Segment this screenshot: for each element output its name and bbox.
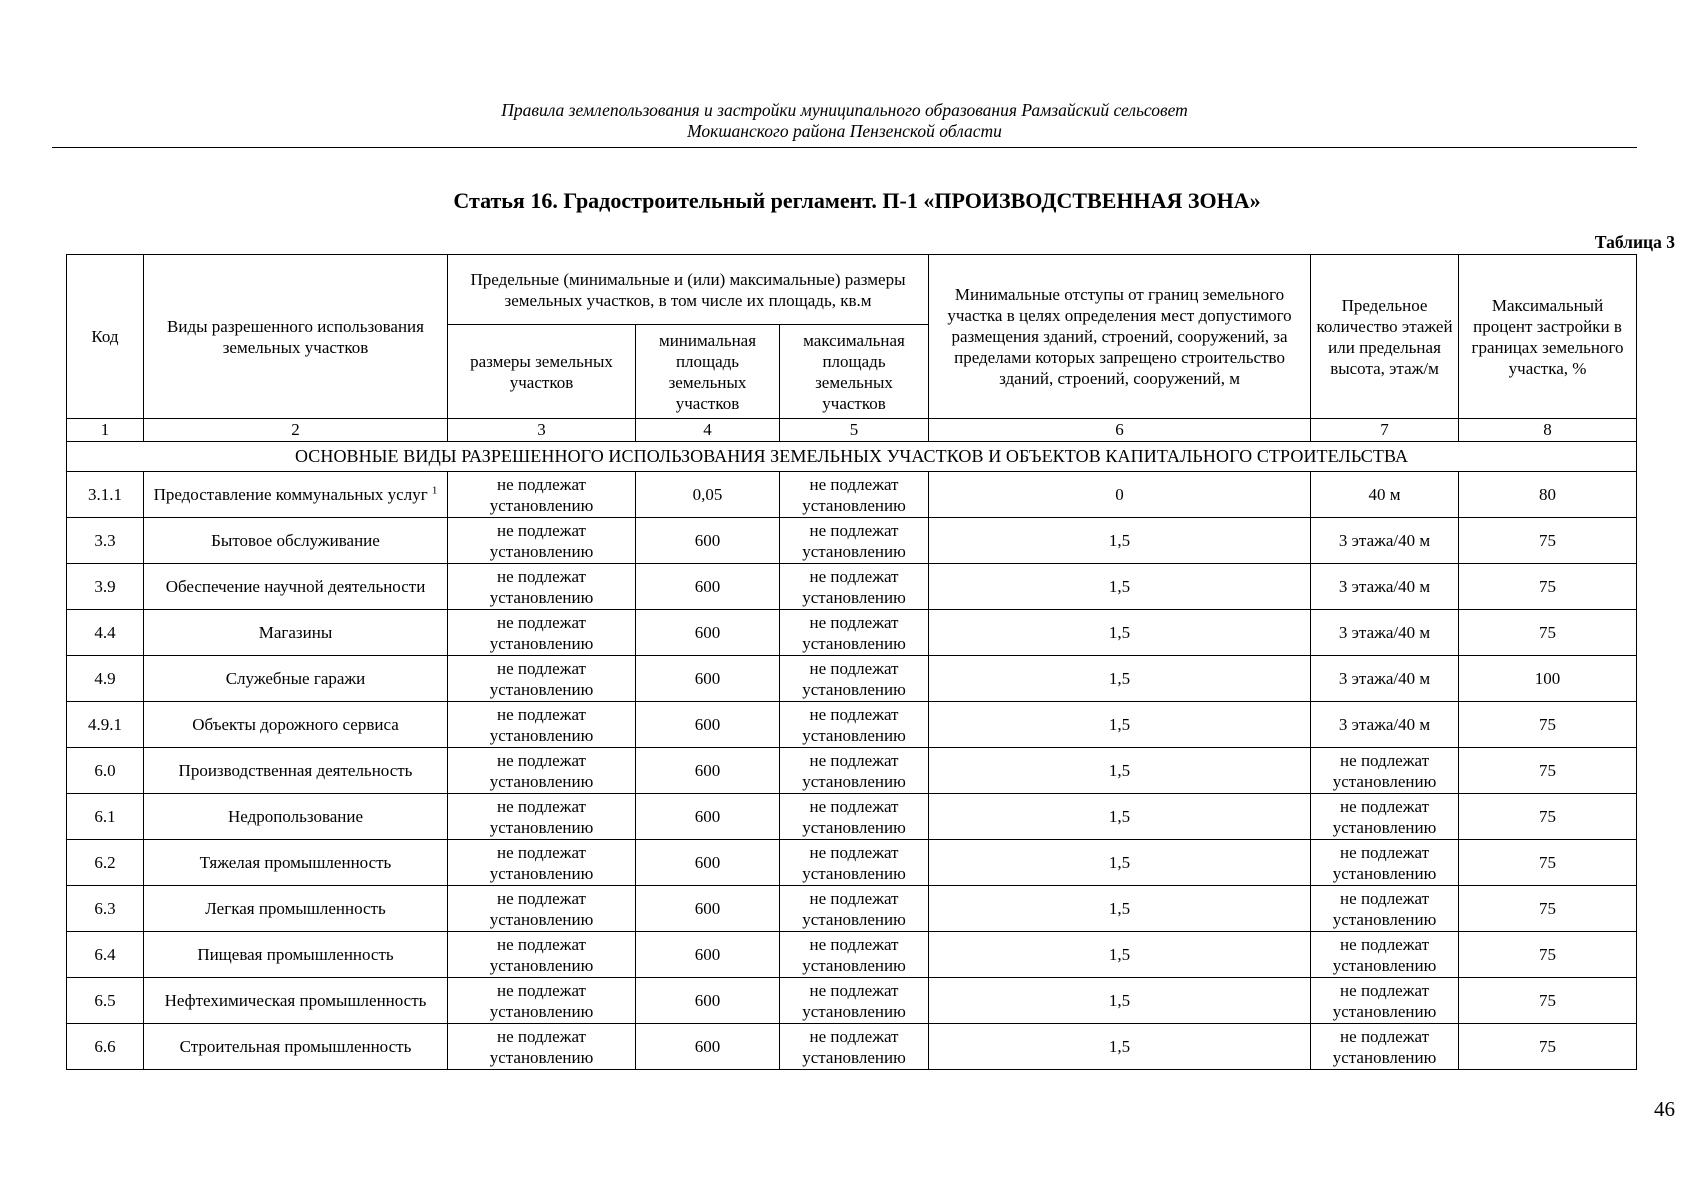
header-use-type: Виды разрешенного использования земельных участков [144, 255, 448, 419]
cell-max-area: не подлежат установлению [780, 978, 929, 1024]
cell-setback: 1,5 [929, 702, 1311, 748]
cell-use-name [144, 748, 448, 794]
cell-min-area: 600 [636, 886, 780, 932]
column-number: 5 [780, 419, 929, 442]
cell-sizes: не подлежат установлению [448, 702, 636, 748]
cell-floors: 3 этажа/40 м [1311, 518, 1459, 564]
cell-code: 3.1.1 [67, 472, 144, 518]
cell-min-area: 600 [636, 564, 780, 610]
cell-max-area: не подлежат установлению [780, 564, 929, 610]
use-name-text: Пищевая промышленность [197, 945, 394, 964]
cell-sizes: не подлежат установлению [448, 978, 636, 1024]
column-number: 7 [1311, 419, 1459, 442]
cell-code: 6.0 [67, 748, 144, 794]
running-header [52, 100, 1637, 142]
cell-coverage: 75 [1459, 840, 1637, 886]
cell-min-area: 0,05 [636, 472, 780, 518]
column-number: 1 [67, 419, 144, 442]
cell-floors: 3 этажа/40 м [1311, 702, 1459, 748]
cell-floors: 3 этажа/40 м [1311, 656, 1459, 702]
cell-coverage: 75 [1459, 1024, 1637, 1070]
table-row [67, 794, 1637, 840]
running-header-line-1: Правила землепользования и застройки муниципального образования Рамзайский сельсовет [501, 100, 1188, 120]
cell-max-area: не подлежат установлению [780, 886, 929, 932]
cell-coverage: 75 [1459, 978, 1637, 1024]
table-row [67, 840, 1637, 886]
cell-floors: 40 м [1311, 472, 1459, 518]
footnote-marker: 1 [431, 484, 438, 497]
cell-code: 4.9.1 [67, 702, 144, 748]
header-setbacks: Минимальные отступы от границ земельного участка в целях определения мест допустимого размещения зданий, строений, сооружений, за пределами которых запрещено строительство зданий, строений, сооружений, м [929, 255, 1311, 419]
cell-setback: 1,5 [929, 932, 1311, 978]
cell-max-area: не подлежат установлению [780, 840, 929, 886]
cell-sizes: не подлежат установлению [448, 518, 636, 564]
cell-min-area: 600 [636, 840, 780, 886]
cell-max-area: не подлежат установлению [780, 518, 929, 564]
use-name-text: Производственная деятельность [178, 761, 413, 780]
cell-setback: 1,5 [929, 886, 1311, 932]
cell-setback: 1,5 [929, 794, 1311, 840]
cell-sizes: не подлежат установлению [448, 564, 636, 610]
cell-sizes: не подлежат установлению [448, 1024, 636, 1070]
cell-coverage: 75 [1459, 610, 1637, 656]
table-label: Таблица 3 [1594, 232, 1675, 252]
cell-coverage: 100 [1459, 656, 1637, 702]
use-name-text: Предоставление коммунальных услуг [153, 485, 428, 504]
table-row [67, 472, 1637, 518]
cell-setback: 1,5 [929, 1024, 1311, 1070]
use-name-text: Легкая промышленность [205, 899, 386, 918]
cell-use-name [144, 518, 448, 564]
table-row [67, 610, 1637, 656]
cell-code: 6.4 [67, 932, 144, 978]
cell-use-name [144, 840, 448, 886]
cell-use-name [144, 564, 448, 610]
cell-floors: 3 этажа/40 м [1311, 610, 1459, 656]
cell-sizes: не подлежат установлению [448, 656, 636, 702]
cell-use-name [144, 794, 448, 840]
cell-max-area: не подлежат установлению [780, 472, 929, 518]
cell-use-name [144, 932, 448, 978]
cell-sizes: не подлежат установлению [448, 886, 636, 932]
cell-min-area: 600 [636, 610, 780, 656]
cell-setback: 0 [929, 472, 1311, 518]
column-numbers-row [67, 419, 1637, 442]
cell-use-name [144, 656, 448, 702]
column-number: 8 [1459, 419, 1637, 442]
use-name-text: Недропользование [227, 807, 364, 826]
cell-use-name [144, 702, 448, 748]
cell-setback: 1,5 [929, 840, 1311, 886]
cell-floors: не подлежат установлению [1311, 840, 1459, 886]
cell-max-area: не подлежат установлению [780, 702, 929, 748]
table-row [67, 564, 1637, 610]
cell-coverage: 75 [1459, 702, 1637, 748]
cell-floors: не подлежат установлению [1311, 886, 1459, 932]
cell-coverage: 75 [1459, 748, 1637, 794]
table-row [67, 886, 1637, 932]
cell-sizes: не подлежат установлению [448, 748, 636, 794]
cell-setback: 1,5 [929, 564, 1311, 610]
column-number: 4 [636, 419, 780, 442]
table-row [67, 518, 1637, 564]
use-name-text: Строительная промышленность [179, 1037, 412, 1056]
cell-use-name [144, 886, 448, 932]
use-name-text: Магазины [258, 623, 333, 642]
header-max-area: максимальная площадь земельных участков [780, 325, 929, 419]
cell-code: 4.9 [67, 656, 144, 702]
header-rule [52, 147, 1637, 148]
cell-min-area: 600 [636, 518, 780, 564]
use-name-text: Служебные гаражи [225, 669, 366, 688]
cell-min-area: 600 [636, 978, 780, 1024]
cell-code: 6.2 [67, 840, 144, 886]
header-sizes: размеры земельных участков [448, 325, 636, 419]
cell-sizes: не подлежат установлению [448, 794, 636, 840]
cell-use-name [144, 610, 448, 656]
cell-min-area: 600 [636, 1024, 780, 1070]
column-number: 6 [929, 419, 1311, 442]
cell-coverage: 75 [1459, 564, 1637, 610]
cell-sizes: не подлежат установлению [448, 610, 636, 656]
header-min-area: минимальная площадь земельных участков [636, 325, 780, 419]
table-row [67, 656, 1637, 702]
use-name-text: Бытовое обслуживание [211, 531, 380, 550]
cell-setback: 1,5 [929, 656, 1311, 702]
cell-setback: 1,5 [929, 978, 1311, 1024]
cell-floors: 3 этажа/40 м [1311, 564, 1459, 610]
cell-code: 6.3 [67, 886, 144, 932]
cell-code: 3.3 [67, 518, 144, 564]
cell-floors: не подлежат установлению [1311, 1024, 1459, 1070]
cell-floors: не подлежат установлению [1311, 932, 1459, 978]
cell-code: 3.9 [67, 564, 144, 610]
cell-use-name [144, 1024, 448, 1070]
page-title: Статья 16. Градостроительный регламент. П-1 «ПРОИЗВОДСТВЕННАЯ ЗОНА» [453, 188, 1261, 213]
cell-floors: не подлежат установлению [1311, 978, 1459, 1024]
use-name-text: Тяжелая промышленность [199, 853, 392, 872]
cell-code: 4.4 [67, 610, 144, 656]
cell-code: 6.1 [67, 794, 144, 840]
cell-max-area: не подлежат установлению [780, 932, 929, 978]
page-number: 46 [1654, 1097, 1675, 1121]
cell-setback: 1,5 [929, 748, 1311, 794]
cell-coverage: 80 [1459, 472, 1637, 518]
cell-coverage: 75 [1459, 932, 1637, 978]
cell-setback: 1,5 [929, 518, 1311, 564]
cell-min-area: 600 [636, 794, 780, 840]
cell-code: 6.5 [67, 978, 144, 1024]
section-title: ОСНОВНЫЕ ВИДЫ РАЗРЕШЕННОГО ИСПОЛЬЗОВАНИЯ ЗЕМЕЛЬНЫХ УЧАСТКОВ И ОБЪЕКТОВ КАПИТАЛЬНОГО СТРОИТЕЛЬСТВА [67, 442, 1637, 472]
cell-coverage: 75 [1459, 518, 1637, 564]
cell-coverage: 75 [1459, 886, 1637, 932]
cell-max-area: не подлежат установлению [780, 610, 929, 656]
column-number: 3 [448, 419, 636, 442]
section-row [67, 442, 1637, 472]
cell-min-area: 600 [636, 932, 780, 978]
cell-code: 6.6 [67, 1024, 144, 1070]
use-name-text: Обеспечение научной деятельности [165, 577, 426, 596]
cell-sizes: не подлежат установлению [448, 840, 636, 886]
header-coverage: Максимальный процент застройки в границах земельного участка, % [1459, 255, 1637, 419]
table-row [67, 978, 1637, 1024]
use-name-text: Объекты дорожного сервиса [192, 715, 399, 734]
use-name-text: Нефтехимическая промышленность [164, 991, 427, 1010]
cell-use-name [144, 978, 448, 1024]
header-limits-group: Предельные (минимальные и (или) максимальные) размеры земельных участков, в том числе их площадь, кв.м [448, 255, 929, 325]
cell-max-area: не подлежат установлению [780, 1024, 929, 1070]
running-header-line-2: Мокшанского района Пензенской области [687, 121, 1002, 141]
header-code: Код [67, 255, 144, 419]
cell-min-area: 600 [636, 702, 780, 748]
cell-use-name [144, 472, 448, 518]
cell-floors: не подлежат установлению [1311, 748, 1459, 794]
cell-sizes: не подлежат установлению [448, 472, 636, 518]
cell-coverage: 75 [1459, 794, 1637, 840]
table-row [67, 702, 1637, 748]
cell-sizes: не подлежат установлению [448, 932, 636, 978]
header-floors: Предельное количество этажей или предельная высота, этаж/м [1311, 255, 1459, 419]
cell-setback: 1,5 [929, 610, 1311, 656]
table-row [67, 1024, 1637, 1070]
table-row [67, 748, 1637, 794]
cell-floors: не подлежат установлению [1311, 794, 1459, 840]
table-row [67, 932, 1637, 978]
cell-min-area: 600 [636, 656, 780, 702]
cell-max-area: не подлежат установлению [780, 794, 929, 840]
regulation-table [66, 254, 1637, 1070]
cell-max-area: не подлежат установлению [780, 748, 929, 794]
cell-min-area: 600 [636, 748, 780, 794]
column-number: 2 [144, 419, 448, 442]
cell-max-area: не подлежат установлению [780, 656, 929, 702]
